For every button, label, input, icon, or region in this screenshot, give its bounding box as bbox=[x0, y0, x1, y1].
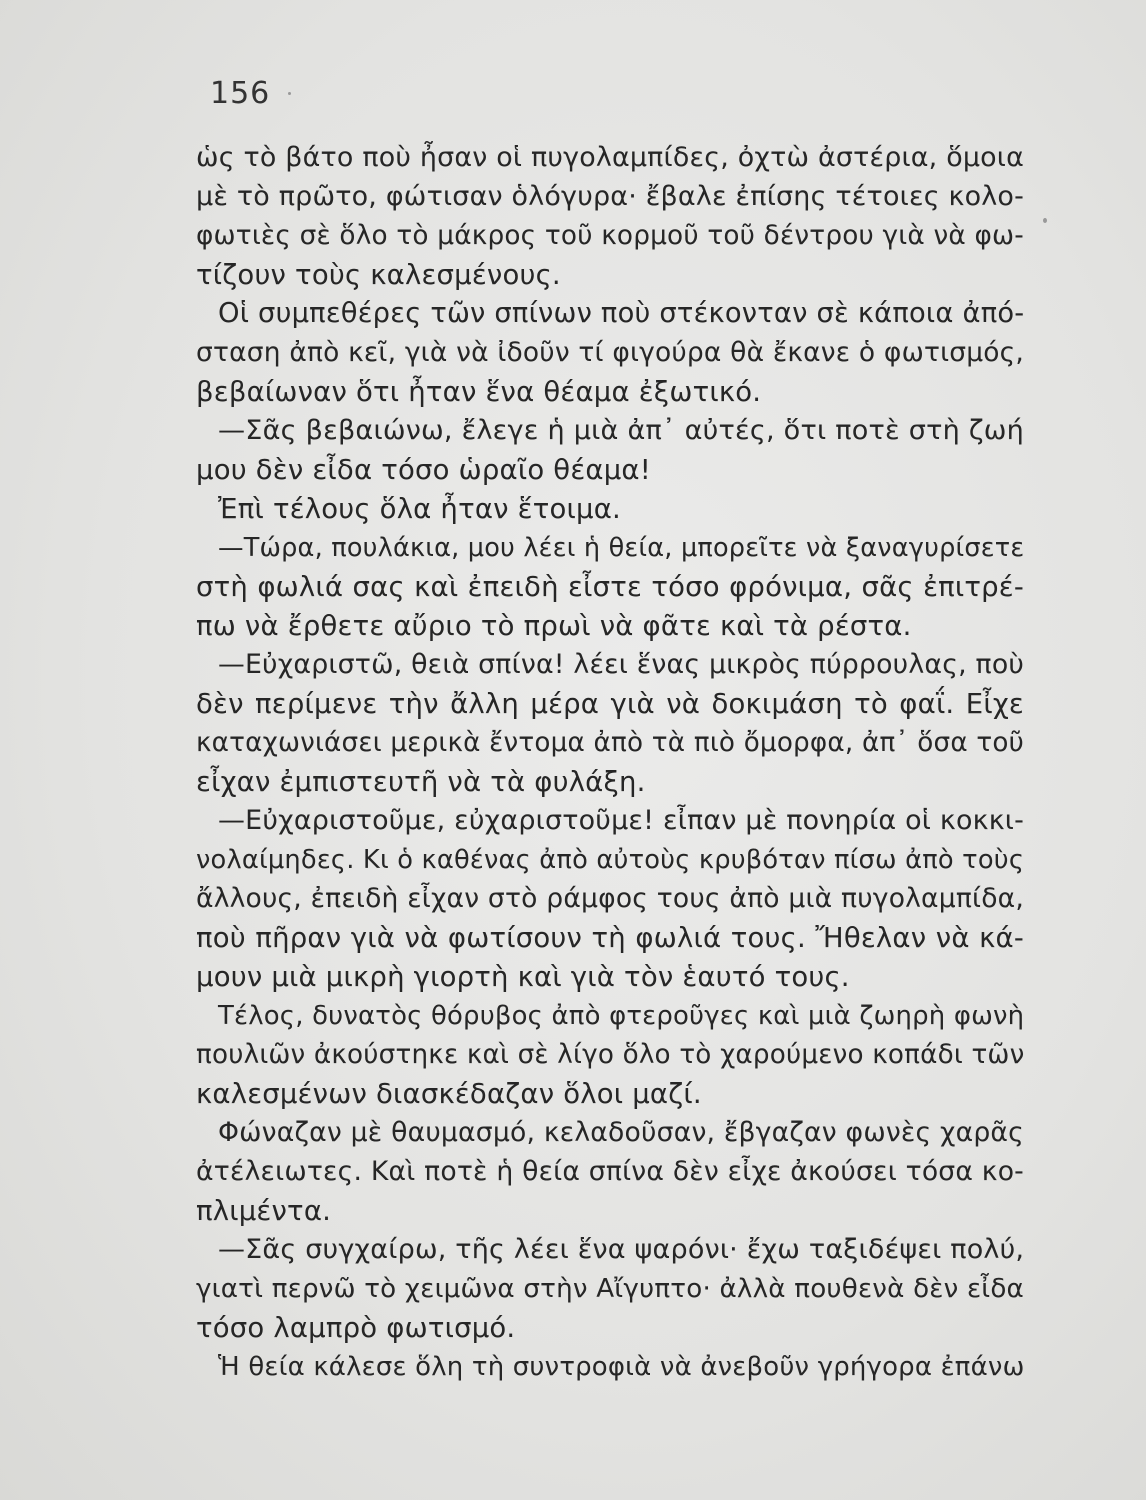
text-line: —Εὐχαριστοῦμε, εὐχαριστοῦμε! εἶπαν μὲ πονηρία οἱ κοκκι- bbox=[218, 805, 1024, 836]
text-line: βεβαίωναν ὅτι ἦταν ἕνα θέαμα ἐξωτικό. bbox=[196, 376, 762, 408]
text-line: Ἐπὶ τέλους ὅλα ἦταν ἕτοιμα. bbox=[218, 493, 621, 525]
paper-speck bbox=[288, 92, 291, 95]
text-line: —Τώρα, πουλάκια, μου λέει ἡ θεία, μπορεῖτε νὰ ξαναγυρίσετε bbox=[218, 533, 1025, 563]
text-line: ὡς τὸ βάτο ποὺ ἦσαν οἱ πυγολαμπίδες, ὀχτὼ ἀστέρια, ὅμοια bbox=[196, 142, 1024, 173]
text-line: —Εὐχαριστῶ, θειὰ σπίνα! λέει ἕνας μικρὸς πύρρουλας, ποὺ bbox=[218, 649, 1025, 680]
text-line: πλιμέντα. bbox=[196, 1195, 332, 1227]
text-line: φωτιὲς σὲ ὅλο τὸ μάκρος τοῦ κορμοῦ τοῦ δέντρου γιὰ νὰ φω- bbox=[196, 221, 1024, 251]
text-line: δὲν περίμενε τὴν ἄλλη μέρα γιὰ νὰ δοκιμάση τὸ φαΐ. Εἶχε bbox=[196, 688, 1024, 720]
paper-speck bbox=[1043, 218, 1047, 223]
text-line: καταχωνιάσει μερικὰ ἔντομα ἀπὸ τὰ πιὸ ὄμορφα, ἀπ᾽ ὅσα τοῦ bbox=[196, 728, 1024, 758]
text-line: Ἡ θεία κάλεσε ὅλη τὴ συντροφιὰ νὰ ἀνεβοῦν γρήγορα ἐπάνω bbox=[218, 1352, 1025, 1382]
text-line: πω νὰ ἔρθετε αὔριο τὸ πρωὶ νὰ φᾶτε καὶ τὰ ρέστα. bbox=[196, 610, 912, 642]
text-line: Φώναζαν μὲ θαυμασμό, κελαδοῦσαν, ἔβγαζαν φωνὲς χαρᾶς bbox=[218, 1117, 1024, 1148]
text-line: πουλιῶν ἀκούστηκε καὶ σὲ λίγο ὅλο τὸ χαρούμενο κοπάδι τῶν bbox=[196, 1040, 1025, 1070]
text-line: —Σᾶς βεβαιώνω, ἔλεγε ἡ μιὰ ἀπ᾽ αὐτές, ὅτι ποτὲ στὴ ζωή bbox=[218, 415, 1024, 446]
text-line: ἀτέλειωτες. Καὶ ποτὲ ἡ θεία σπίνα δὲν εἶχε ἀκούσει τόσα κο- bbox=[196, 1156, 1024, 1187]
page-number: 156 bbox=[210, 76, 271, 111]
text-line: νολαίμηδες. Κι ὁ καθένας ἀπὸ αὐτοὺς κρυβόταν πίσω ἀπὸ τοὺς bbox=[196, 845, 1025, 875]
text-line: μὲ τὸ πρῶτο, φώτισαν ὁλόγυρα· ἔβαλε ἐπίσης τέτοιες κολο- bbox=[196, 181, 1024, 212]
text-line: μουν μιὰ μικρὴ γιορτὴ καὶ γιὰ τὸν ἑαυτό τους. bbox=[196, 961, 850, 993]
text-line: ἄλλους, ἐπειδὴ εἶχαν στὸ ράμφος τους ἀπὸ μιὰ πυγολαμπίδα, bbox=[196, 883, 1024, 914]
text-line: γιατὶ περνῶ τὸ χειμῶνα στὴν Αἴγυπτο· ἀλλὰ πουθενὰ δὲν εἶδα bbox=[196, 1274, 1024, 1304]
text-line: τόσο λαμπρὸ φωτισμό. bbox=[196, 1312, 516, 1344]
text-line: εἶχαν ἐμπιστευτῆ νὰ τὰ φυλάξη. bbox=[196, 766, 646, 798]
text-line: τίζουν τοὺς καλεσμένους. bbox=[196, 259, 561, 291]
text-line: Τέλος, δυνατὸς θόρυβος ἀπὸ φτεροῦγες καὶ μιὰ ζωηρὴ φωνὴ bbox=[218, 1001, 1025, 1031]
text-line: Οἱ συμπεθέρες τῶν σπίνων ποὺ στέκονταν σὲ κάποια ἀπό- bbox=[218, 298, 1025, 329]
text-line: —Σᾶς συγχαίρω, τῆς λέει ἕνα ψαρόνι· ἔχω ταξιδέψει πολύ, bbox=[218, 1234, 1025, 1265]
text-line: καλεσμένων διασκέδαζαν ὅλοι μαζί. bbox=[196, 1078, 702, 1110]
text-line: σταση ἀπὸ κεῖ, γιὰ νὰ ἰδοῦν τί φιγούρα θὰ ἔκανε ὁ φωτισμός, bbox=[196, 337, 1024, 368]
text-line: ποὺ πῆραν γιὰ νὰ φωτίσουν τὴ φωλιά τους. Ἤθελαν νὰ κά- bbox=[196, 922, 1024, 954]
text-line: στὴ φωλιά σας καὶ ἐπειδὴ εἶστε τόσο φρόνιμα, σᾶς ἐπιτρέ- bbox=[196, 571, 1024, 603]
text-line: μου δὲν εἶδα τόσο ὡραῖο θέαμα! bbox=[196, 454, 651, 486]
